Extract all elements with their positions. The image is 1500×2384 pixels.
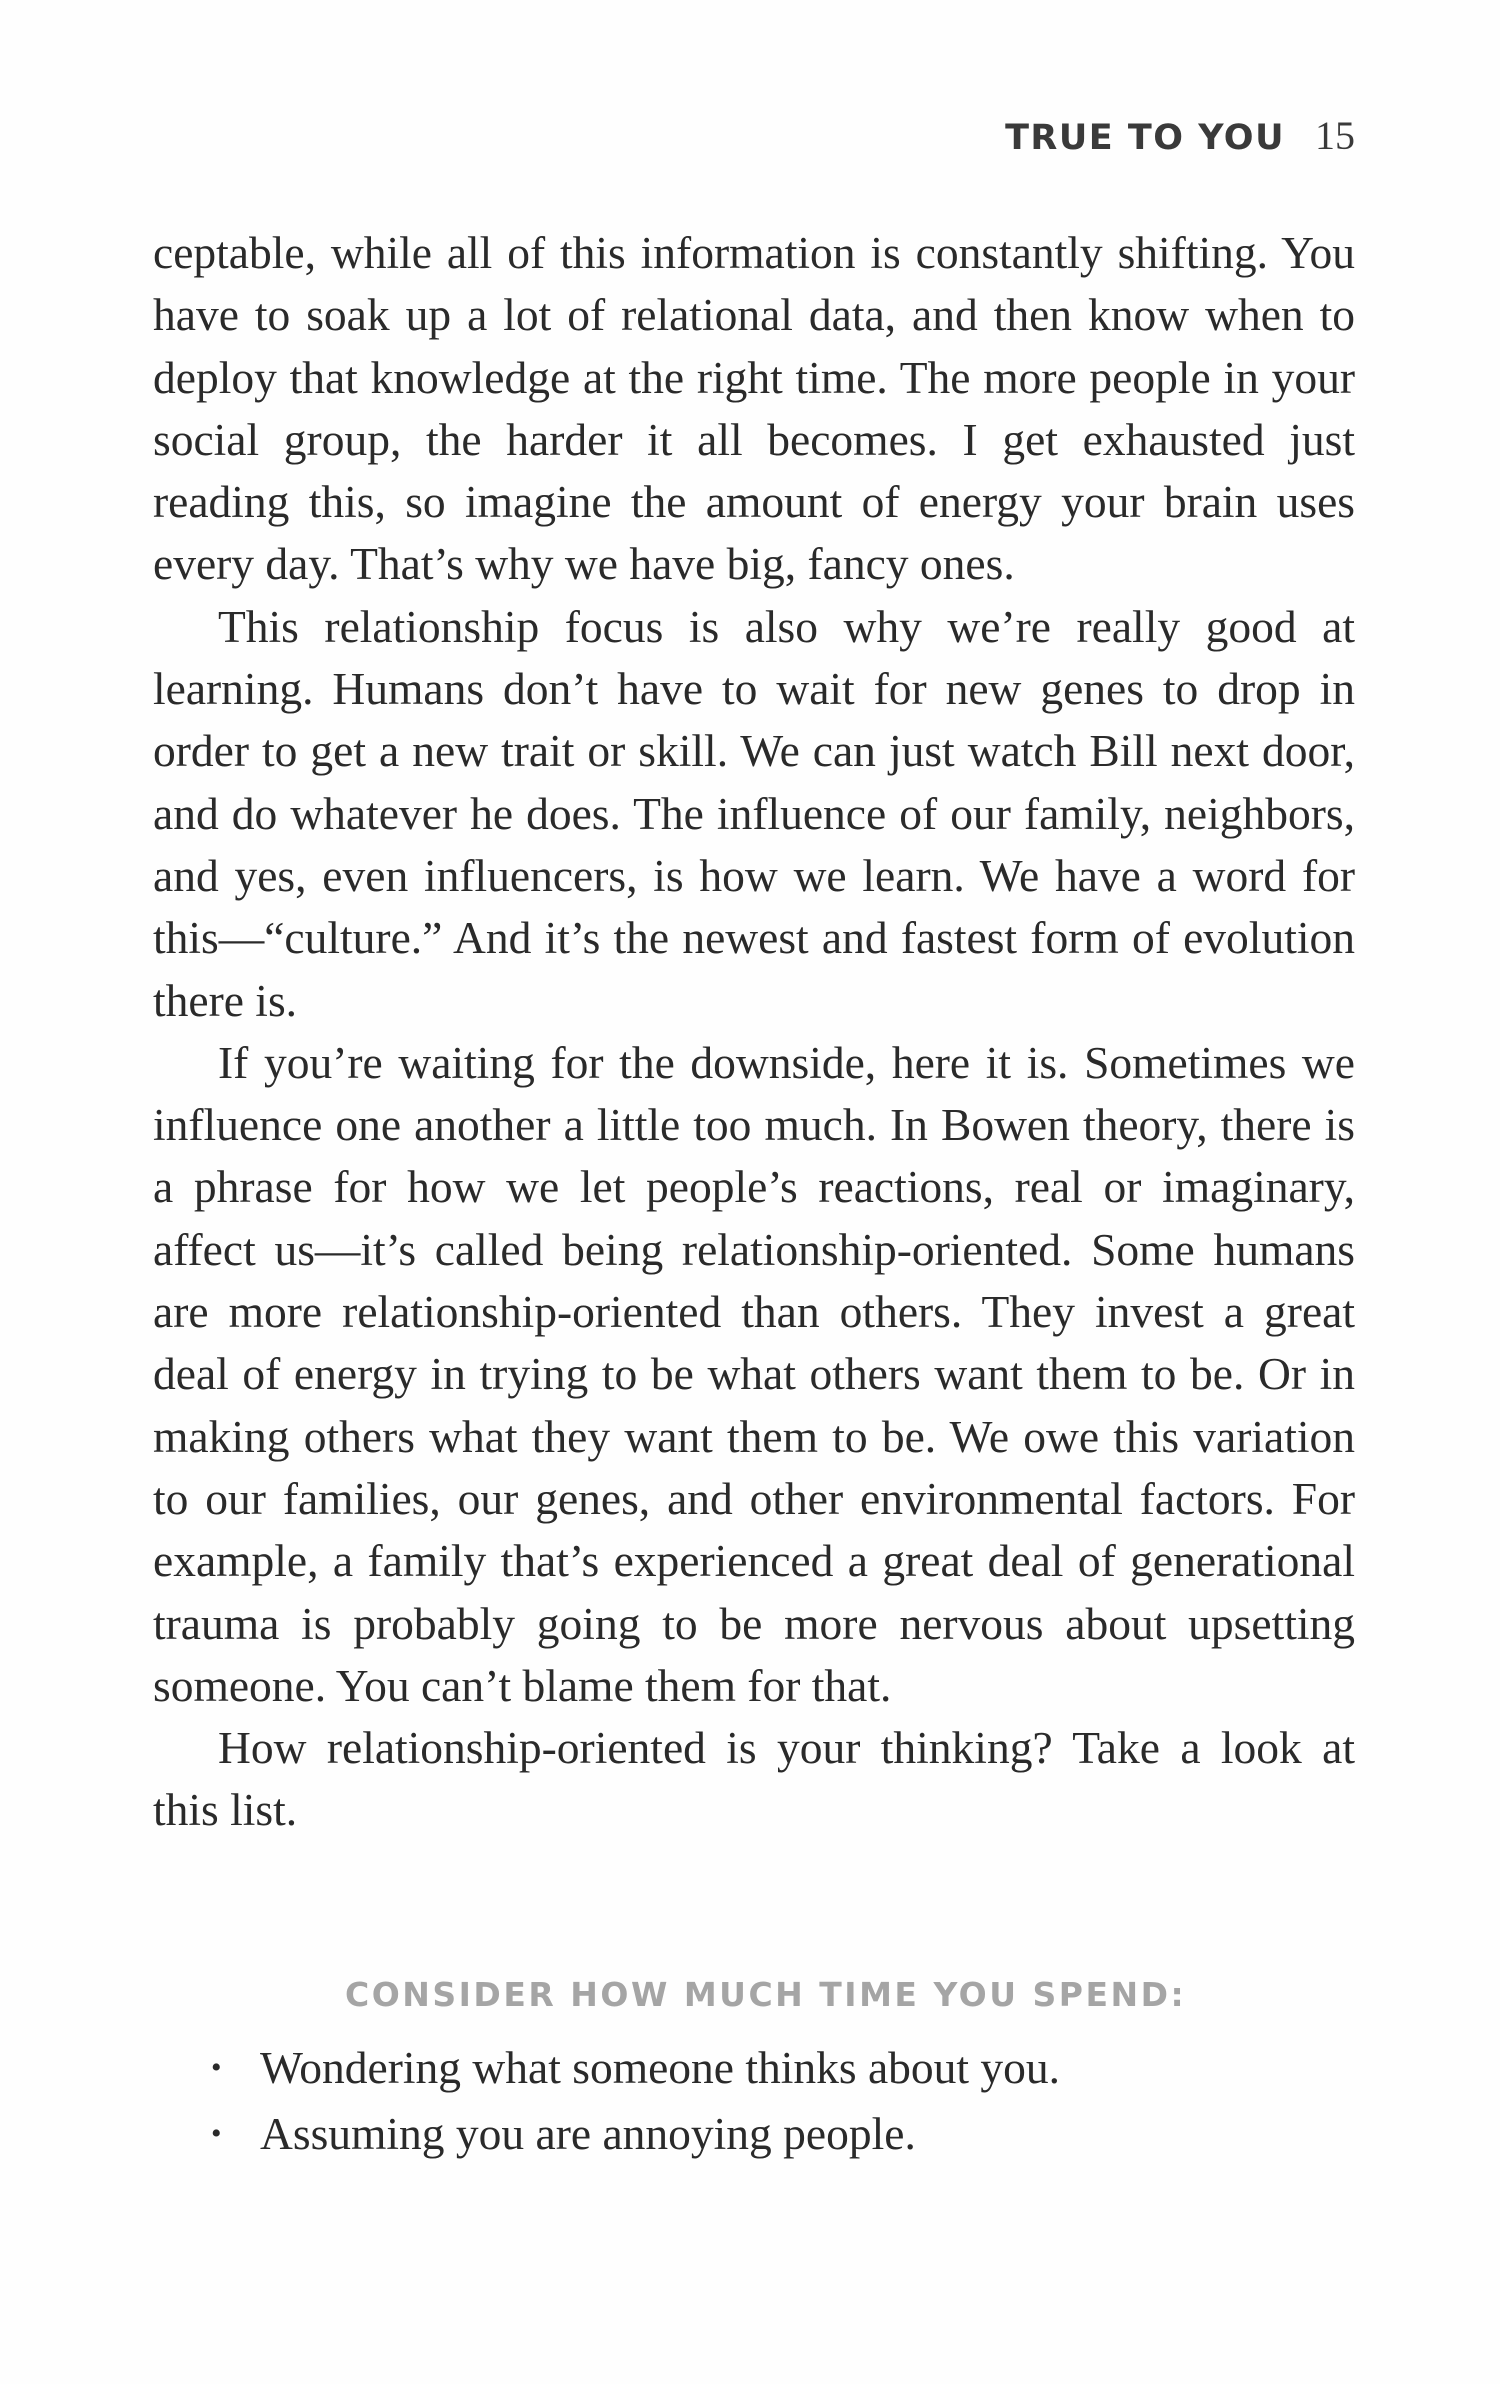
paragraph-4: How relationship-oriented is your thinking? Take a look at this list. [153, 1722, 1355, 1836]
list-item [205, 2035, 1060, 2101]
bullet-icon: • [211, 2051, 222, 2084]
bullet-icon: • [211, 2117, 222, 2150]
body-text [153, 222, 1355, 1842]
list-item [205, 2101, 1060, 2167]
list-item-text: Wondering what someone thinks about you. [260, 2042, 1061, 2093]
bullet-list [205, 2035, 1060, 2167]
list-item-text: Assuming you are annoying people. [260, 2108, 916, 2159]
list-heading: CONSIDER HOW MUCH TIME YOU SPEND: [345, 1975, 1187, 2014]
paragraph-3: If you’re waiting for the downside, here it is. Sometimes we influence one another a little too much. In Bowen theory, there is a phrase for how we let people’s reactions, real or imaginary, affect us—it’s called being relationship-oriented. Some humans are more relationship-oriented than others. They invest a great deal of energy in trying to be what others want them to be. Or in making others what they want them to be. We owe this variation to our families, our genes, and other environmental factors. For example, a family that’s experienced a great deal of generational trauma is probably going to be more nervous about upsetting someone. You can’t blame them for that. [153, 1036, 1355, 1711]
paragraph-1: ceptable, while all of this information is constantly shifting. You have to soak up a lot of relational data, and then know when to deploy that knowledge at the right time. The more people in your social group, the harder it all becomes. I get exhausted just reading this, so imagine the amount of energy your brain uses every day. That’s why we have big, fancy ones. [153, 227, 1355, 590]
paragraph-2: This relationship focus is also why we’re really good at learning. Humans don’t have to wait for new genes to drop in order to get a new trait or skill. We can just watch Bill next door, and do whatever he does. The influence of our family, neighbors, and yes, even influencers, is how we learn. We have a word for this—“culture.” And it’s the newest and fastest form of evolution there is. [153, 600, 1355, 1026]
running-title: TRUE TO YOU [1005, 118, 1285, 158]
page-number: 15 [1315, 113, 1355, 158]
running-head [1005, 112, 1355, 159]
